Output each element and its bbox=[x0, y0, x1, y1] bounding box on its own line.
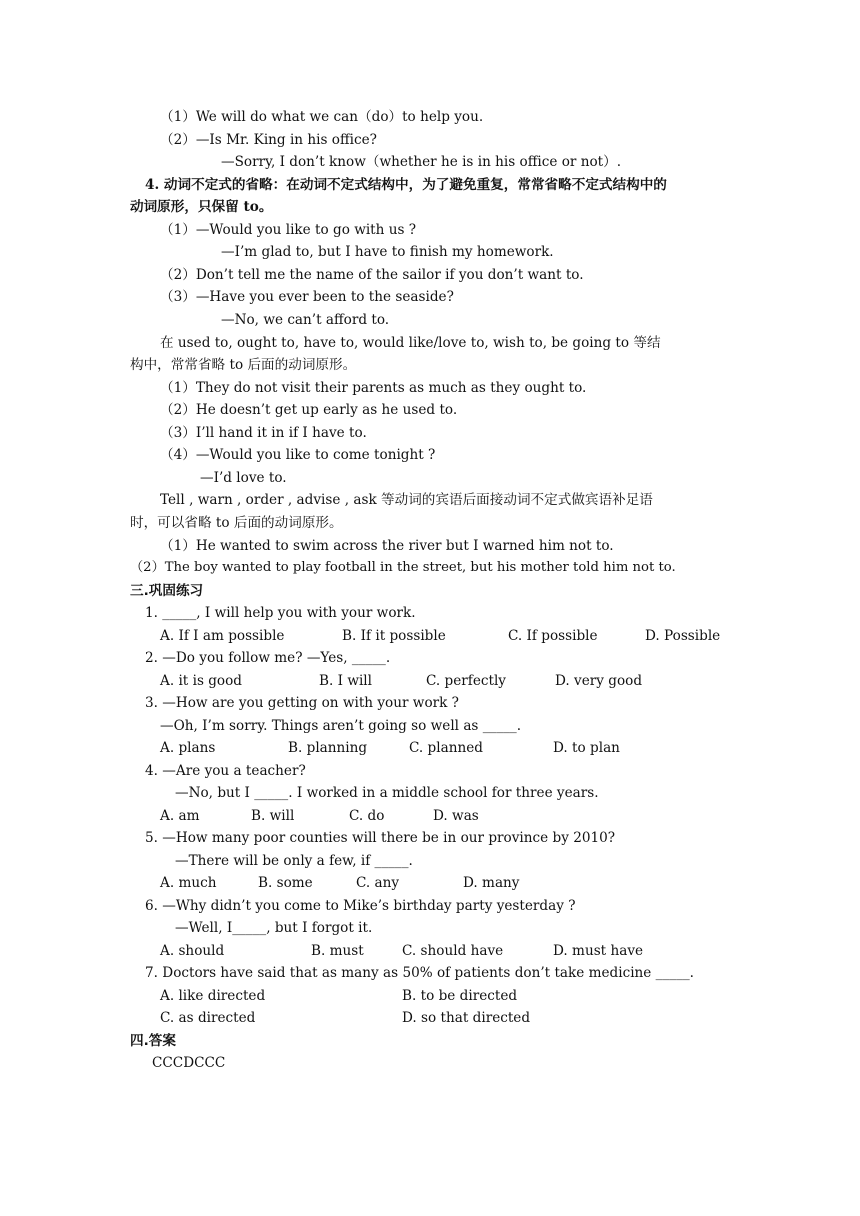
paragraph-b-line2: 时，可以省略 to 后面的动词原形。 bbox=[130, 515, 343, 531]
option-c: C. perfectly bbox=[426, 673, 506, 689]
example-b-1: （1）He wanted to swim across the river but I warned him not to. bbox=[160, 538, 614, 554]
example-a-4-answer: —I’d love to. bbox=[200, 470, 287, 486]
question-6-dialog: —Well, I_____, but I forgot it. bbox=[175, 920, 373, 936]
option-d: D. many bbox=[463, 875, 520, 891]
option-a: A. like directed bbox=[160, 988, 266, 1004]
question-6-options bbox=[160, 942, 643, 960]
example-b-2: （2）The boy wanted to play football in the street, but his mother told him not to. bbox=[130, 560, 676, 575]
example-4-1-question: （1）—Would you like to go with us ? bbox=[160, 222, 417, 238]
example-3-2-question: （2）—Is Mr. King in his office? bbox=[160, 132, 377, 148]
option-c: C. planned bbox=[409, 740, 483, 756]
question-5-options bbox=[160, 874, 520, 892]
option-b: B. will bbox=[251, 808, 295, 824]
option-d: D. Possible bbox=[645, 628, 721, 644]
question-2: 2. —Do you follow me? —Yes, _____. bbox=[145, 650, 391, 666]
example-a-4-question: （4）—Would you like to come tonight ? bbox=[160, 447, 436, 463]
example-4-2: （2）Don’t tell me the name of the sailor if you don’t want to. bbox=[160, 267, 584, 283]
question-7: 7. Doctors have said that as many as 50% of patients don’t take medicine _____. bbox=[145, 965, 694, 981]
paragraph-a-line1: 在 used to, ought to, have to, would like/love to, wish to, be going to 等结 bbox=[160, 335, 661, 351]
example-4-3-question: （3）—Have you ever been to the seaside? bbox=[160, 289, 454, 305]
option-d: D. to plan bbox=[553, 740, 620, 756]
option-b: B. some bbox=[258, 875, 313, 891]
question-5-dialog: —There will be only a few, if _____. bbox=[175, 853, 413, 869]
practice-heading: 三.巩固练习 bbox=[130, 583, 204, 599]
rule-4-line1: 4. 动词不定式的省略：在动词不定式结构中，为了避免重复，常常省略不定式结构中的 bbox=[145, 177, 667, 193]
option-d: D. very good bbox=[555, 673, 643, 689]
paragraph-a-line2: 构中，常常省略 to 后面的动词原形。 bbox=[130, 357, 357, 373]
option-b: B. planning bbox=[288, 740, 368, 756]
question-3-options bbox=[160, 739, 620, 757]
question-5: 5. —How many poor counties will there be in our province by 2010? bbox=[145, 830, 616, 846]
option-c: C. If possible bbox=[508, 628, 598, 644]
option-d: D. so that directed bbox=[402, 1010, 531, 1026]
option-a: A. plans bbox=[160, 740, 216, 756]
question-1-options bbox=[160, 627, 720, 645]
option-a: A. much bbox=[160, 875, 217, 891]
option-b: B. to be directed bbox=[402, 988, 518, 1004]
question-7-options-row2 bbox=[160, 1009, 530, 1027]
question-4-dialog: —No, but I _____. I worked in a middle school for three years. bbox=[175, 785, 599, 801]
option-b: B. must bbox=[311, 943, 364, 959]
question-3: 3. —How are you getting on with your work ? bbox=[145, 695, 459, 711]
question-2-options bbox=[160, 672, 642, 690]
answers-text: CCCDCCC bbox=[152, 1055, 226, 1071]
question-4-options bbox=[160, 807, 479, 825]
rule-4-line2: 动词原形，只保留 to。 bbox=[130, 199, 273, 215]
option-a: A. it is good bbox=[160, 673, 243, 689]
example-a-2: （2）He doesn’t get up early as he used to. bbox=[160, 402, 458, 418]
option-c: C. any bbox=[356, 875, 400, 891]
answers-heading: 四.答案 bbox=[130, 1033, 176, 1049]
option-b: B. I will bbox=[319, 673, 373, 689]
option-a: A. am bbox=[160, 808, 200, 824]
example-3-2-answer: —Sorry, I don’t know（whether he is in his office or not）. bbox=[221, 154, 622, 170]
question-7-options-row1 bbox=[160, 987, 517, 1005]
option-c: C. do bbox=[349, 808, 385, 824]
option-d: D. must have bbox=[553, 943, 644, 959]
example-3-1: （1）We will do what we can（do）to help you. bbox=[160, 109, 484, 125]
paragraph-b-line1: Tell , warn , order , advise , ask 等动词的宾语后面接动词不定式做宾语补足语 bbox=[160, 492, 653, 508]
example-4-1-answer: —I’m glad to, but I have to finish my homework. bbox=[221, 244, 554, 260]
option-b: B. If it possible bbox=[342, 628, 446, 644]
example-4-3-answer: —No, we can’t afford to. bbox=[221, 312, 390, 328]
example-a-3: （3）I’ll hand it in if I have to. bbox=[160, 425, 367, 441]
option-a: A. If I am possible bbox=[160, 628, 285, 644]
option-c: C. should have bbox=[402, 943, 504, 959]
option-d: D. was bbox=[433, 808, 479, 824]
question-1: 1. _____, I will help you with your work. bbox=[145, 605, 416, 621]
question-4: 4. —Are you a teacher? bbox=[145, 763, 306, 779]
option-a: A. should bbox=[160, 943, 225, 959]
question-6: 6. —Why didn’t you come to Mike’s birthday party yesterday ? bbox=[145, 898, 576, 914]
question-3-dialog: —Oh, I’m sorry. Things aren’t going so well as _____. bbox=[160, 718, 522, 734]
option-c: C. as directed bbox=[160, 1010, 256, 1026]
example-a-1: （1）They do not visit their parents as much as they ought to. bbox=[160, 380, 587, 396]
